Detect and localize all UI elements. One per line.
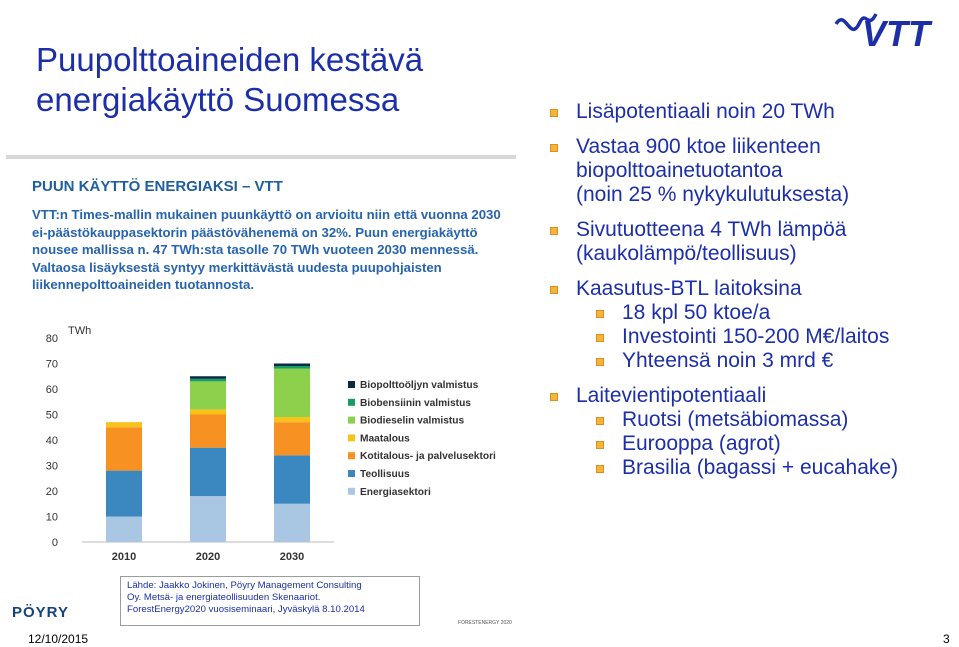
bar-segment [274,364,310,367]
bar-segment [190,496,226,542]
bullet-text: Vastaa 900 ktoe liikenteen [576,135,821,158]
bullet-text: (noin 25 % nykykulutuksesta) [576,183,850,206]
x-tick-label: 2020 [195,551,221,563]
bullet-text: Ruotsi (metsäbiomassa) [622,408,849,431]
bullet-square-icon [550,393,558,401]
bullet-text: biopolttoainetuotantoa [576,159,783,182]
bullet-spacer [548,266,958,277]
bullet-spacer [548,124,958,135]
bullet-square-icon [596,358,604,366]
footer-date: 12/10/2015 [28,632,89,646]
bar-segment [274,417,310,422]
legend-label: Teollisuus [360,469,410,480]
bullet-square-icon [596,417,604,425]
sub-bullet-item [548,408,958,432]
sub-bullet-item [548,325,958,349]
bullet-text: Eurooppa (agrot) [622,432,781,455]
page-number: 3 [943,632,950,646]
poyry-logo: PÖYRY [12,604,69,621]
y-tick-label: 10 [45,511,58,524]
panel-heading: PUUN KÄYTTÖ ENERGIAKSI – VTT [32,178,283,195]
legend-label: Biodieselin valmistus [360,415,465,427]
bullet-text: 18 kpl 50 ktoe/a [622,301,771,324]
bar-segment [274,369,310,417]
bullet-item [548,218,958,242]
bar-segment [190,415,226,448]
y-tick-label: 30 [45,460,58,473]
bullet-item [548,384,958,408]
panel-description: VTT:n Times-mallin mukainen puunkäyttö on arvioitu niin että vuonna 2030 ei-päästökauppasektorin päästövähenemä on 32%. Puun energiakäyttö nousee mallissa n. 47 TWh:sta tasolle 70 TWh vuoteen 2030 mennessä. Valtaosa lisäyksestä syntyy merkittävästä uudesta puupohjaisten liikennepolttoaineiden tuotannosta. [32,207,501,292]
bar-segment [274,366,310,369]
bullet-text: Laitevientipotentiaali [576,384,767,407]
legend-label: Kotitalous- ja palvelusektori [360,451,496,463]
y-tick-label: 70 [45,358,58,371]
bullet-text: Lisäpotentiaali noin 20 TWh [576,100,835,123]
bar-segment [190,409,226,414]
bar-segment [190,379,226,382]
y-tick-label: 60 [45,384,58,396]
source-line: ForestEnergy2020 vuosiseminaari, Jyväskylä 8.10.2014 [127,604,365,615]
sub-bullet-item [548,456,958,480]
bullet-item [548,135,958,159]
bullet-square-icon [550,286,558,294]
legend-label: Biobensiinin valmistus [360,397,471,409]
x-tick-label: 2030 [279,551,305,563]
sub-bullet-item [548,349,958,373]
legend-label: Biopolttoöljyn valmistus [360,380,479,391]
bullet-square-icon [550,227,558,235]
legend-swatch [348,381,355,388]
bullet-square-icon [596,465,604,473]
sub-bullet-item [548,301,958,325]
bar-segment [190,448,226,496]
bullet-text: Brasilia (bagassi + eucahake) [622,456,899,479]
source-line: Lähde: Jaakko Jokinen, Pöyry Management Consulting [127,580,362,591]
sub-bullet-item [548,432,958,456]
y-tick-label: 40 [45,435,58,447]
vtt-logo-icon [832,4,957,50]
legend-swatch [348,488,355,495]
bar-segment [190,381,226,409]
y-tick-label: 20 [45,486,58,498]
bullet-continuation [548,242,958,266]
y-tick-label: 50 [45,409,58,422]
bullet-spacer [548,207,958,218]
bullet-square-icon [550,109,558,117]
svg-text:VTT: VTT [862,13,930,50]
legend-label: Maatalous [360,433,410,445]
bar-segment [106,517,142,543]
source-line: Oy. Metsä- ja energiateollisuuden Skenaariot. [127,592,321,603]
legend-swatch [348,399,355,406]
bullet-continuation [548,183,958,207]
bar-segment [106,471,142,517]
bullet-text: Investointi 150-200 M€/laitos [622,325,890,348]
stacked-bar-chart [24,318,510,578]
legend-label: Energiasektori [360,486,431,498]
title-divider [6,155,516,159]
bullet-square-icon [596,441,604,449]
bar-segment [106,422,142,427]
legend-swatch [348,434,355,441]
bullet-text: Kaasutus-BTL laitoksina [576,277,802,300]
bar-segment [106,427,142,470]
bar-segment [274,422,310,455]
x-tick-label: 2010 [111,551,137,563]
bullet-continuation [548,159,958,183]
bullet-text: Sivutuotteena 4 TWh lämpöä [576,218,847,241]
y-tick-label: 0 [51,537,58,549]
bullet-square-icon [596,334,604,342]
bullet-square-icon [550,144,558,152]
legend-swatch [348,417,355,424]
slide-title: Puupolttoaineiden kestävä energiakäyttö Suomessa [36,41,424,118]
chart-panel [24,166,510,628]
forestenergy-logo: FORESTENERGY 2020 [458,620,512,626]
legend-swatch [348,452,355,459]
bar-segment [274,504,310,542]
bullet-spacer [548,373,958,384]
bullet-text: (kaukolämpö/teollisuus) [576,242,797,265]
bullet-square-icon [596,310,604,318]
legend-swatch [348,470,355,477]
y-axis-unit-label: TWh [68,325,92,337]
y-tick-label: 80 [45,333,58,345]
source-box [120,576,420,626]
bar-segment [274,455,310,503]
bar-segment [190,376,226,379]
bullet-text: Yhteensä noin 3 mrd € [622,349,834,372]
bullet-item [548,100,958,124]
bullet-item [548,277,958,301]
bullet-list [548,100,958,480]
